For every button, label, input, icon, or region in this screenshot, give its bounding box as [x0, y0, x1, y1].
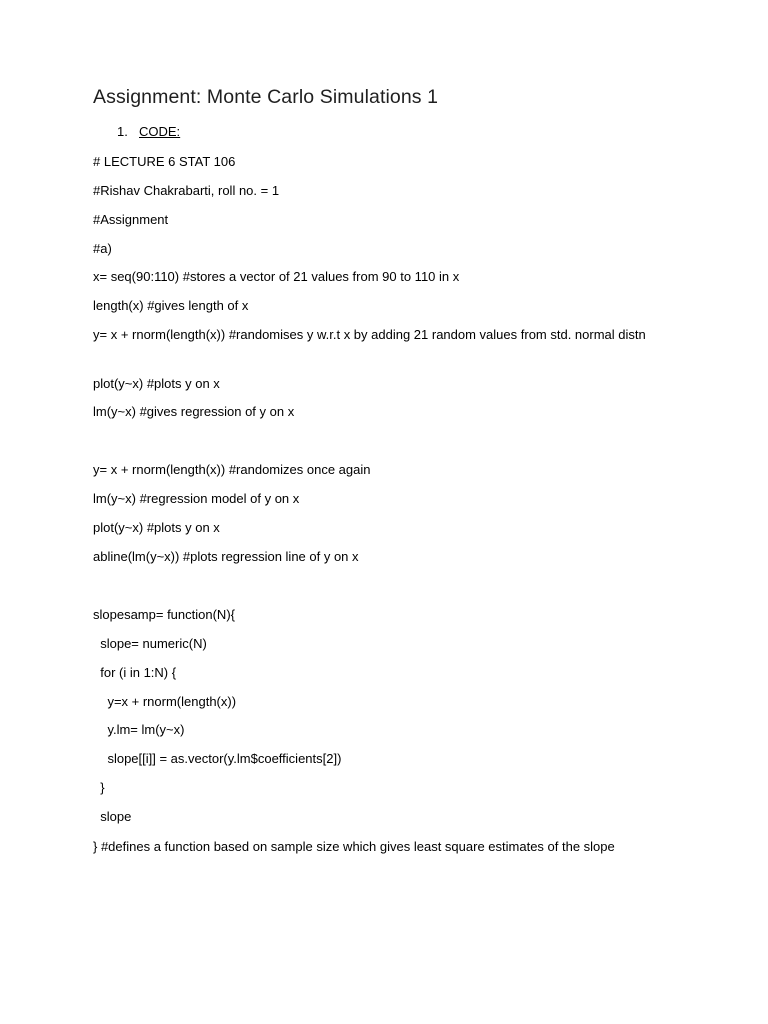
code-line: slope= numeric(N) — [93, 636, 207, 651]
code-line: y= x + rnorm(length(x)) #randomizes once again — [93, 462, 371, 477]
code-line: length(x) #gives length of x — [93, 298, 249, 313]
code-line: #Assignment — [93, 212, 169, 227]
code-line: #a) — [93, 241, 112, 256]
code-line: slope[[i]] = as.vector(y.lm$coefficients[2]) — [93, 751, 342, 766]
code-line: x= seq(90:110) #stores a vector of 21 values from 90 to 110 in x — [93, 269, 460, 284]
document-title: Assignment: Monte Carlo Simulations 1 — [93, 86, 439, 108]
code-line: plot(y~x) #plots y on x — [93, 520, 220, 535]
code-line: #Rishav Chakrabarti, roll no. = 1 — [93, 183, 280, 198]
code-line: lm(y~x) #gives regression of y on x — [93, 404, 295, 419]
section-heading — [117, 124, 180, 139]
code-line: y.lm= lm(y~x) — [93, 722, 185, 737]
code-line: slope — [93, 809, 132, 824]
code-line: } — [93, 780, 105, 795]
section-number: 1. — [117, 124, 128, 139]
code-line: } #defines a function based on sample size which gives least square estimates of the slope — [93, 839, 615, 854]
code-line: y= x + rnorm(length(x)) #randomises y w.r.t x by adding 21 random values from std. normal distn — [93, 327, 646, 342]
code-line: abline(lm(y~x)) #plots regression line of y on x — [93, 549, 359, 564]
code-line: plot(y~x) #plots y on x — [93, 376, 220, 391]
code-line: # LECTURE 6 STAT 106 — [93, 154, 236, 169]
code-line: for (i in 1:N) { — [93, 665, 177, 680]
section-label: CODE: — [139, 124, 181, 139]
code-line: y=x + rnorm(length(x)) — [93, 694, 237, 709]
code-line: slopesamp= function(N){ — [93, 607, 235, 622]
code-line: lm(y~x) #regression model of y on x — [93, 491, 300, 506]
